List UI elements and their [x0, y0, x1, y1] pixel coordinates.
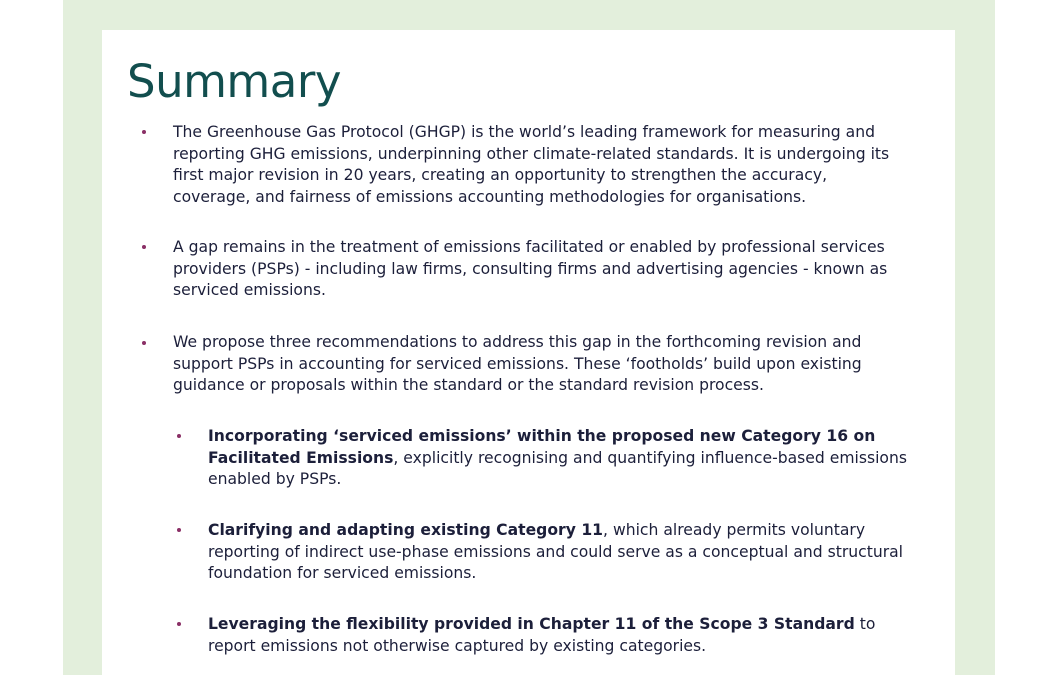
bullet-icon: [142, 130, 146, 134]
recommendation-item: [208, 614, 908, 657]
list-item: [173, 237, 901, 302]
bullet-icon: [177, 622, 181, 626]
bullet-icon: [142, 341, 146, 345]
recommendation-title: Leveraging the flexibility provided in Chapter 11 of the Scope 3 Standard: [208, 615, 855, 633]
list-item: [173, 332, 901, 397]
bullet-icon: [177, 434, 181, 438]
list-item-text: A gap remains in the treatment of emissions facilitated or enabled by professional services providers (PSPs) - including law firms, consulting firms and advertising agencies - known as serviced emissions.: [173, 238, 888, 299]
page-title: Summary: [127, 55, 341, 108]
recommendation-title: Clarifying and adapting existing Category 11: [208, 521, 604, 539]
recommendation-text: , which already permits voluntary reporting of indirect use-phase emissions and could serve as a conceptual and structural foundation for serviced emissions.: [208, 521, 904, 582]
list-item: [173, 122, 901, 208]
recommendation-text: to report emissions not otherwise captured by existing categories.: [208, 615, 876, 655]
list-item-text: The Greenhouse Gas Protocol (GHGP) is the world’s leading framework for measuring and reporting GHG emissions, underpinning other climate-related standards. It is undergoing its first major revision in 20 years, creating an opportunity to strengthen the accuracy, coverage, and fairness of emissions accounting methodologies for organisations.: [173, 123, 890, 206]
list-item-text: We propose three recommendations to address this gap in the forthcoming revision and support PSPs in accounting for serviced emissions. These ‘footholds’ build upon existing guidance or proposals within the standard or the standard revision process.: [173, 333, 862, 394]
bullet-icon: [142, 245, 146, 249]
recommendation-item: [208, 520, 908, 585]
recommendation-title: Incorporating ‘serviced emissions’ within the proposed new Category 16 on Facilitated Emissions: [208, 427, 876, 467]
recommendation-text: , explicitly recognising and quantifying influence-based emissions enabled by PSPs.: [208, 448, 907, 488]
recommendation-item: [208, 426, 908, 491]
bullet-icon: [177, 528, 181, 532]
